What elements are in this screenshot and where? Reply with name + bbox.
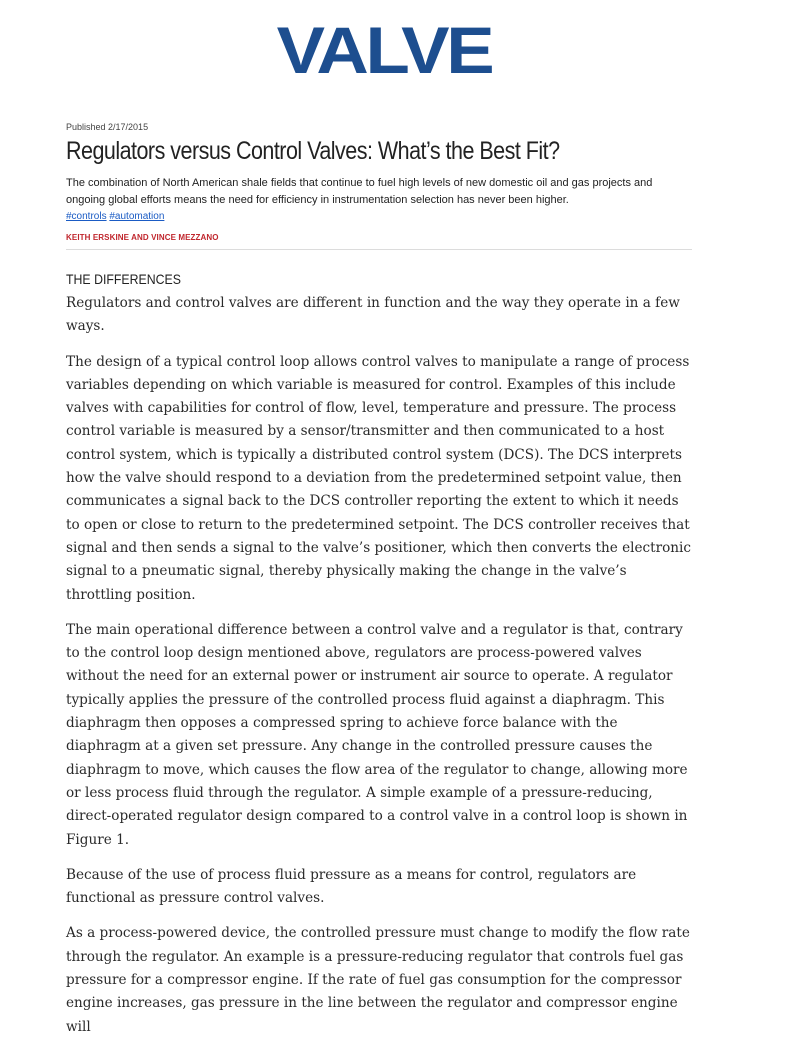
body-paragraph: The main operational difference between a control valve and a regulator is that, contrary to the control loop design mentioned above, regulators are process-powered valves without the need for an external power or instrument air source to operate. A regulator typically applies the pressure of the controlled process fluid against a diaphragm. This diaphragm then opposes a compressed spring to achieve force balance with the diaphragm at a given set pressure. Any change in the controlled pressure causes the diaphragm to move, which causes the flow area of the regulator to change, allowing more or less process fluid through the regulator. A simple example of a pressure-reducing, direct-operated regulator design compared to a control valve in a control loop is shown in Figure 1. [66, 621, 688, 848]
valve-logo[interactable]: VALVE [276, 13, 492, 87]
tag-link-controls[interactable]: #controls [66, 211, 107, 222]
tag-list [66, 209, 692, 225]
article-body [66, 268, 696, 1051]
tag-link-automation[interactable]: #automation [109, 211, 165, 222]
body-paragraph: Regulators and control valves are different in function and the way they operate in a few ways. [66, 295, 680, 335]
body-paragraph: As a process-powered device, the controlled pressure must change to modify the flow rate through the regulator. An example is a pressure-reducing regulator that controls fuel gas pressure for a compressor engine. If the rate of fuel gas consumption for the compressor engine increases, gas pressure in the line between the regulator and compressor engine will [66, 925, 690, 1035]
author-byline: KEITH ERSKINE AND VINCE MEZZANO [66, 233, 692, 250]
article-title: Regulators versus Control Valves: What’s the Best Fit? [66, 137, 560, 165]
body-paragraph: Because of the use of process fluid pressure as a means for control, regulators are functional as pressure control valves. [66, 866, 637, 907]
article-header [66, 121, 692, 250]
published-date: Published 2/17/2015 [66, 122, 149, 132]
section-heading: THE DIFFERENCES [66, 271, 182, 287]
body-paragraph: The design of a typical control loop allows control valves to manipulate a range of process variables depending on which variable is measured for control. Examples of this include valves with capabilities for control of flow, level, temperature and pressure. The process control variable is measured by a sensor/transmitter and then communicated to a host control system, which is typically a distributed control system (DCS). The DCS interprets how the valve should respond to a deviation from the predetermined setpoint value, then communicates a signal back to the DCS controller reporting the extent to which it needs to open or close to return to the predetermined setpoint. The DCS controller receives that signal and then sends a signal to the valve’s positioner, which then converts the electronic signal to a pneumatic signal, thereby physically making the change in the valve’s throttling position. [66, 353, 691, 603]
article-deck: The combination of North American shale fields that continue to fuel high levels of new domestic oil and gas projects and ongoing global efforts means the need for efficiency in instrumentation selection has never been higher. [66, 177, 653, 206]
